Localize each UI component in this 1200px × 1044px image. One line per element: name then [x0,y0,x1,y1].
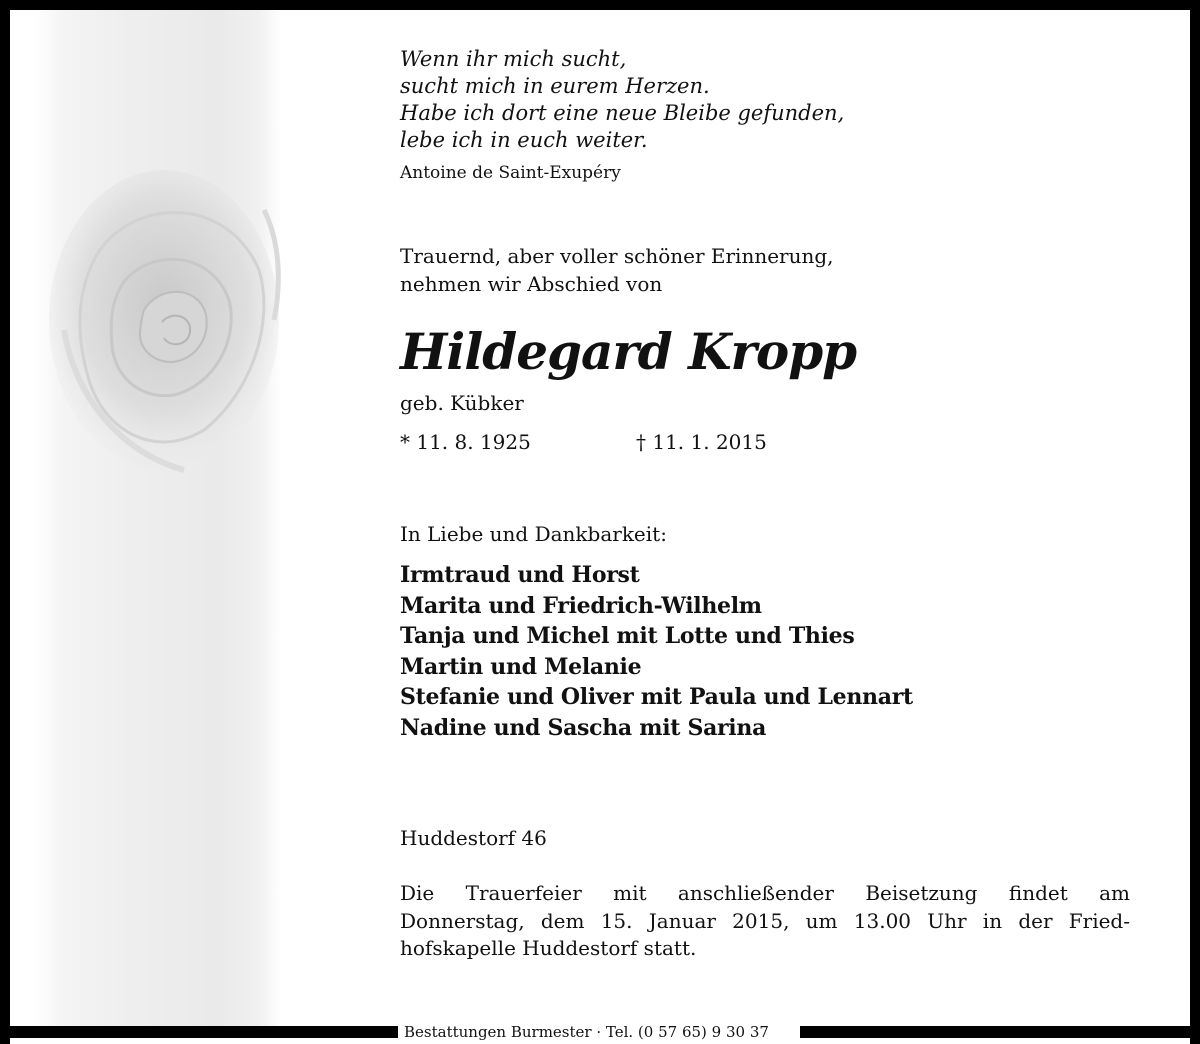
mourner-entry: Nadine und Sascha mit Sarina [400,714,767,741]
birth-date: * 11. 8. 1925 [400,430,531,454]
mourners-list [400,560,913,743]
intro-text [400,242,834,298]
mourner-entry: Irmtraud und Horst [400,562,640,588]
poem-line: lebe ich in euch weiter. [400,128,648,152]
mourner-entry: Tanja und Michel mit Lotte und Thies [400,623,855,649]
ceremony-line: hofskapelle Huddestorf statt. [400,936,697,960]
ceremony-line: Donnerstag, dem 15. Januar 2015, um 13.00 Uhr in der Fried- [400,908,1130,933]
maiden-name: geb. Kübker [400,391,524,415]
mourner-entry: Stefanie und Oliver mit Paula und Lennart [400,684,913,710]
mourner-entry: Martin und Melanie [400,653,642,680]
death-date: † 11. 1. 2015 [636,430,767,454]
address: Huddestorf 46 [400,826,547,850]
poem-author: Antoine de Saint-Exupéry [400,163,621,183]
footer-rule-right [800,1026,1200,1038]
mourners-heading: In Liebe und Dankbarkeit: [400,522,667,546]
intro-line: Trauernd, aber voller schöner Erinnerung, [400,244,834,268]
rose-decoration [34,10,282,1026]
rose-icon [34,150,282,490]
footer-rule-left [0,1026,398,1038]
ceremony-line: Die Trauerfeier mit anschließender Beisetzung findet am [400,881,1130,905]
mourner-entry: Marita und Friedrich-Wilhelm [400,592,762,619]
poem-line: Habe ich dort eine neue Bleibe gefunden, [400,101,845,125]
footer-funeral-home: Bestattungen Burmester · Tel. (0 57 65) 9 30 37 [404,1023,769,1041]
deceased-name: Hildegard Kropp [400,322,857,381]
life-dates [400,428,767,456]
poem-line: Wenn ihr mich sucht, [400,47,627,71]
ceremony-notice [400,880,1130,963]
poem [400,46,844,154]
poem-line: sucht mich in eurem Herzen. [400,74,710,98]
intro-line: nehmen wir Abschied von [400,272,663,296]
